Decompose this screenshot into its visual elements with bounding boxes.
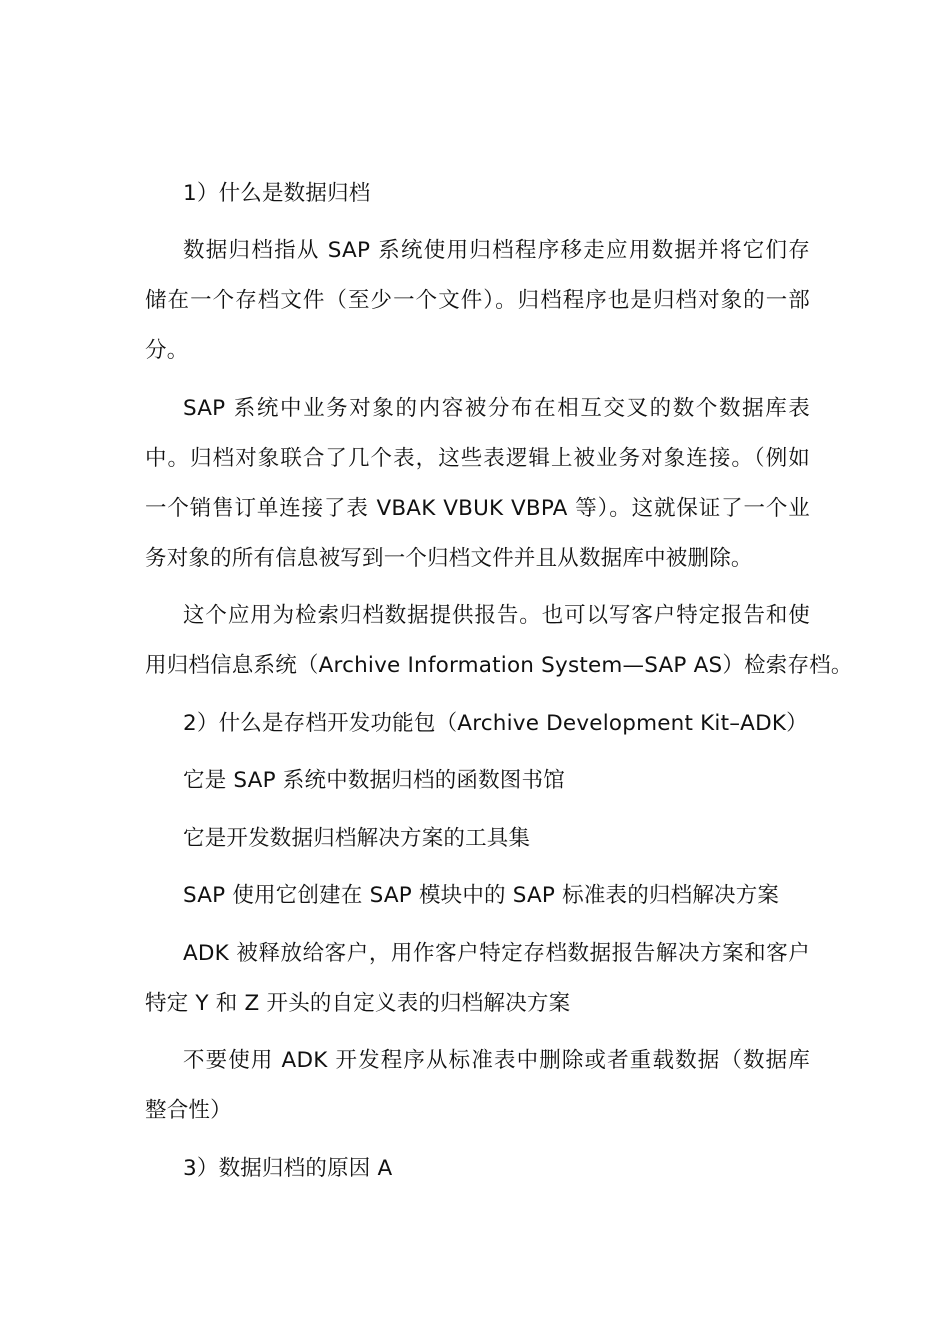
list-line: SAP 使用它创建在 SAP 模块中的 SAP 标准表的归档解决方案 xyxy=(183,883,780,908)
paragraph-line: 数据归档指从 SAP 系统使用归档程序移走应用数据并将它们存 xyxy=(183,238,810,263)
heading-what-is-adk: 2）什么是存档开发功能包（Archive Development Kit–ADK） xyxy=(183,711,808,736)
paragraph-line: 一个销售订单连接了表 VBAK VBUK VBPA 等）。这就保证了一个业 xyxy=(145,496,810,521)
paragraph-line: 中。归档对象联合了几个表，这些表逻辑上被业务对象连接。（例如 xyxy=(145,446,810,471)
list-line: 它是开发数据归档解决方案的工具集 xyxy=(183,826,531,851)
paragraph-line: 分。 xyxy=(145,338,189,363)
paragraph-line: 储在一个存档文件（至少一个文件）。归档程序也是归档对象的一部 xyxy=(145,288,810,313)
list-line: 它是 SAP 系统中数据归档的函数图书馆 xyxy=(183,768,565,793)
paragraph-line: ADK 被释放给客户，用作客户特定存档数据报告解决方案和客户 xyxy=(183,941,810,966)
paragraph-line: 这个应用为检索归档数据提供报告。也可以写客户特定报告和使 xyxy=(183,603,810,628)
paragraph-line: 不要使用 ADK 开发程序从标准表中删除或者重载数据（数据库 xyxy=(183,1048,810,1073)
paragraph-line: SAP 系统中业务对象的内容被分布在相互交叉的数个数据库表 xyxy=(183,396,810,421)
heading-what-is-data-archiving: 1）什么是数据归档 xyxy=(183,181,371,206)
paragraph-line: 特定 Y 和 Z 开头的自定义表的归档解决方案 xyxy=(145,991,571,1016)
paragraph-line: 用归档信息系统（Archive Information System—SAP AS）检索存档。 xyxy=(145,653,853,678)
paragraph-line: 务对象的所有信息被写到一个归档文件并且从数据库中被删除。 xyxy=(145,546,753,571)
heading-reasons-for-archiving: 3）数据归档的原因 A xyxy=(183,1156,393,1181)
paragraph-line: 整合性） xyxy=(145,1098,232,1123)
